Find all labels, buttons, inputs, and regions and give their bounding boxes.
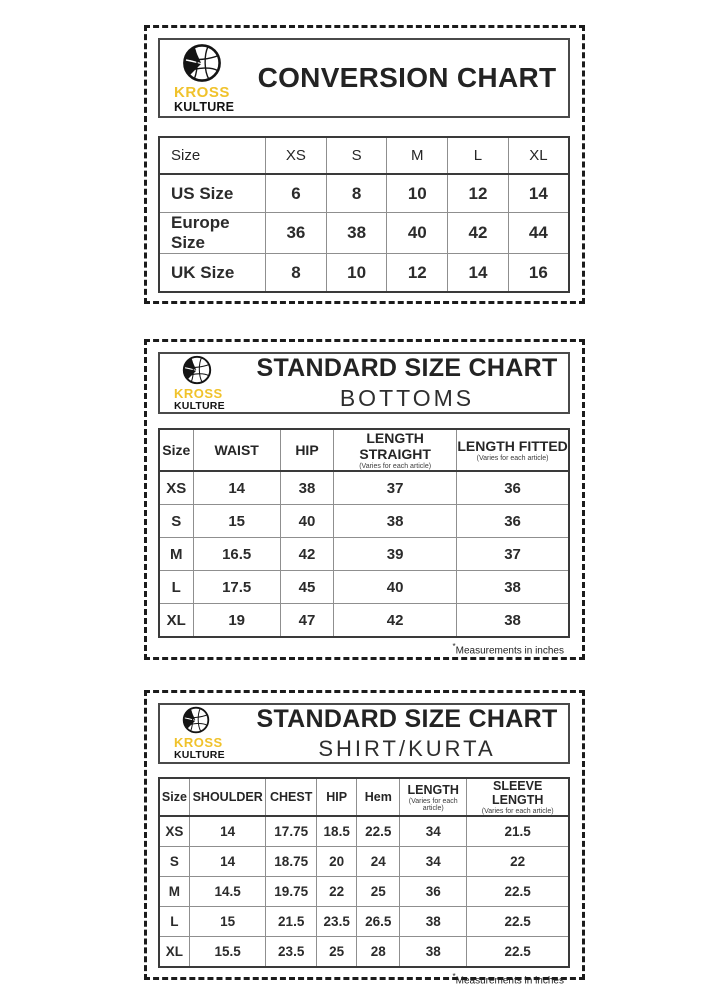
chart-title-wrap (252, 62, 568, 94)
chart-title-wrap (252, 354, 568, 412)
table-row (159, 937, 569, 968)
row-label: L (159, 907, 189, 937)
table-cell: 8 (326, 174, 387, 213)
conversion-chart-header (158, 38, 570, 118)
table-cell: 25 (357, 877, 400, 907)
column-header-subnote: (Varies for each article) (359, 463, 432, 470)
table-cell: 10 (326, 254, 387, 293)
table-cell: 16 (508, 254, 569, 293)
table-cell: 37 (457, 538, 569, 571)
table-cell: 38 (334, 505, 457, 538)
table-cell: 15.5 (189, 937, 266, 968)
table-cell: 10 (387, 174, 448, 213)
row-label: L (159, 571, 193, 604)
table-row (159, 254, 569, 293)
table-cell: 15 (189, 907, 266, 937)
table-cell: 22 (467, 847, 569, 877)
table-cell: 38 (400, 937, 467, 968)
table-cell: 38 (457, 604, 569, 638)
chart-title: STANDARD SIZE CHART (256, 354, 558, 382)
bottoms-table (158, 428, 570, 638)
row-label: XL (159, 937, 189, 968)
row-label: US Size (159, 174, 266, 213)
table-row (159, 877, 569, 907)
table-cell: 15 (193, 505, 280, 538)
chart-subtitle: BOTTOMS (339, 385, 475, 411)
table-row (159, 174, 569, 213)
column-header: Size (159, 137, 266, 174)
table-cell: 20 (316, 847, 357, 877)
table-cell: 14 (189, 847, 266, 877)
row-label: S (159, 505, 193, 538)
table-row (159, 816, 569, 847)
table-cell: 36 (266, 213, 327, 254)
table-cell: 16.5 (193, 538, 280, 571)
table-cell: 23.5 (316, 907, 357, 937)
kross-kulture-logo (160, 706, 252, 761)
chart-title-wrap (252, 705, 568, 762)
table-cell: 37 (334, 471, 457, 505)
column-header: S (326, 137, 387, 174)
logo-kross-text: KROSS (174, 385, 223, 401)
chart-title: CONVERSION CHART (257, 62, 557, 93)
logo-kross-text: KROSS (174, 735, 223, 751)
table-cell: 44 (508, 213, 569, 254)
table-cell: 23.5 (266, 937, 316, 968)
shirt-kurta-chart-panel (144, 690, 585, 987)
table-cell: 22.5 (357, 816, 400, 847)
row-label: Europe Size (159, 213, 266, 254)
column-header: M (387, 137, 448, 174)
bottoms-chart-header (158, 352, 570, 414)
table-cell: 42 (280, 538, 333, 571)
basketball-icon (182, 355, 212, 385)
table-cell: 38 (280, 471, 333, 505)
kross-kulture-logo (160, 355, 252, 412)
row-label: XS (159, 816, 189, 847)
table-cell: 36 (457, 471, 569, 505)
table-row (159, 471, 569, 505)
table-cell: 47 (280, 604, 333, 638)
column-header: XS (266, 137, 327, 174)
basketball-icon (182, 706, 210, 734)
conversion-chart-panel (144, 25, 585, 304)
shirt-kurta-table (158, 777, 570, 968)
table-cell: 40 (334, 571, 457, 604)
header-row (159, 778, 569, 816)
footnote-asterisk: * (452, 642, 456, 651)
table-cell: 24 (357, 847, 400, 877)
column-header-subnote: (Varies for each article) (481, 808, 554, 815)
row-label: M (159, 538, 193, 571)
basketball-icon (182, 43, 222, 83)
column-header: Hem (357, 778, 400, 816)
table-cell: 14.5 (189, 877, 266, 907)
table-cell: 39 (334, 538, 457, 571)
header-row (159, 137, 569, 174)
column-header: HIP (280, 429, 333, 471)
row-label: XS (159, 471, 193, 505)
table-cell: 17.75 (266, 816, 316, 847)
column-header: WAIST (193, 429, 280, 471)
column-header: Size (159, 429, 193, 471)
shirt-kurta-chart-header (158, 703, 570, 764)
column-header: LENGTH (Varies for each article) (400, 778, 467, 816)
table-cell: 18.5 (316, 816, 357, 847)
table-cell: 22.5 (467, 907, 569, 937)
header-row (159, 429, 569, 471)
table-row (159, 505, 569, 538)
table-row (159, 538, 569, 571)
column-header: CHEST (266, 778, 316, 816)
table-cell: 8 (266, 254, 327, 293)
table-cell: 42 (334, 604, 457, 638)
bottoms-chart-panel (144, 339, 585, 660)
logo-kulture-text: KULTURE (174, 399, 225, 412)
column-header: HIP (316, 778, 357, 816)
table-cell: 38 (326, 213, 387, 254)
footnote-asterisk: * (452, 972, 456, 981)
table-row (159, 847, 569, 877)
table-cell: 12 (448, 174, 509, 213)
table-cell: 14 (448, 254, 509, 293)
logo-kulture-text: KULTURE (174, 749, 225, 762)
table-row (159, 571, 569, 604)
column-header: Size (159, 778, 189, 816)
table-cell: 45 (280, 571, 333, 604)
table-cell: 38 (457, 571, 569, 604)
table-cell: 21.5 (266, 907, 316, 937)
table-cell: 17.5 (193, 571, 280, 604)
logo-kulture-text: KULTURE (174, 99, 235, 114)
column-header-subnote: (Varies for each article) (476, 455, 549, 462)
table-cell: 19 (193, 604, 280, 638)
table-cell: 25 (316, 937, 357, 968)
table-cell: 19.75 (266, 877, 316, 907)
conversion-table (158, 136, 570, 293)
kross-kulture-logo (160, 43, 252, 114)
column-header: SLEEVE LENGTH (Varies for each article) (467, 778, 569, 816)
table-row (159, 907, 569, 937)
measurements-footnote (158, 968, 570, 988)
table-cell: 40 (387, 213, 448, 254)
row-label: UK Size (159, 254, 266, 293)
column-header-subnote: (Varies for each article) (408, 797, 458, 812)
row-label: XL (159, 604, 193, 638)
table-row (159, 604, 569, 638)
table-cell: 34 (400, 847, 467, 877)
measurements-footnote (158, 638, 570, 658)
table-cell: 38 (400, 907, 467, 937)
table-cell: 14 (508, 174, 569, 213)
footnote-text: Measurements in inches (455, 975, 564, 987)
column-header: LENGTH STRAIGHT (Varies for each article) (334, 429, 457, 471)
table-cell: 22.5 (467, 877, 569, 907)
table-cell: 36 (457, 505, 569, 538)
table-cell: 14 (189, 816, 266, 847)
table-row (159, 213, 569, 254)
table-cell: 40 (280, 505, 333, 538)
table-cell: 28 (357, 937, 400, 968)
column-header: XL (508, 137, 569, 174)
chart-subtitle: SHIRT/KURTA (318, 736, 496, 761)
row-label: S (159, 847, 189, 877)
table-cell: 34 (400, 816, 467, 847)
column-header: SHOULDER (189, 778, 266, 816)
chart-title: STANDARD SIZE CHART (256, 705, 558, 733)
footnote-text: Measurements in inches (455, 645, 564, 657)
column-header: LENGTH FITTED (Varies for each article) (457, 429, 569, 471)
table-cell: 18.75 (266, 847, 316, 877)
table-cell: 14 (193, 471, 280, 505)
logo-kross-text: KROSS (174, 83, 230, 101)
table-cell: 21.5 (467, 816, 569, 847)
table-cell: 22.5 (467, 937, 569, 968)
table-cell: 26.5 (357, 907, 400, 937)
table-cell: 22 (316, 877, 357, 907)
table-cell: 42 (448, 213, 509, 254)
column-header: L (448, 137, 509, 174)
row-label: M (159, 877, 189, 907)
table-cell: 12 (387, 254, 448, 293)
table-cell: 36 (400, 877, 467, 907)
table-cell: 6 (266, 174, 327, 213)
